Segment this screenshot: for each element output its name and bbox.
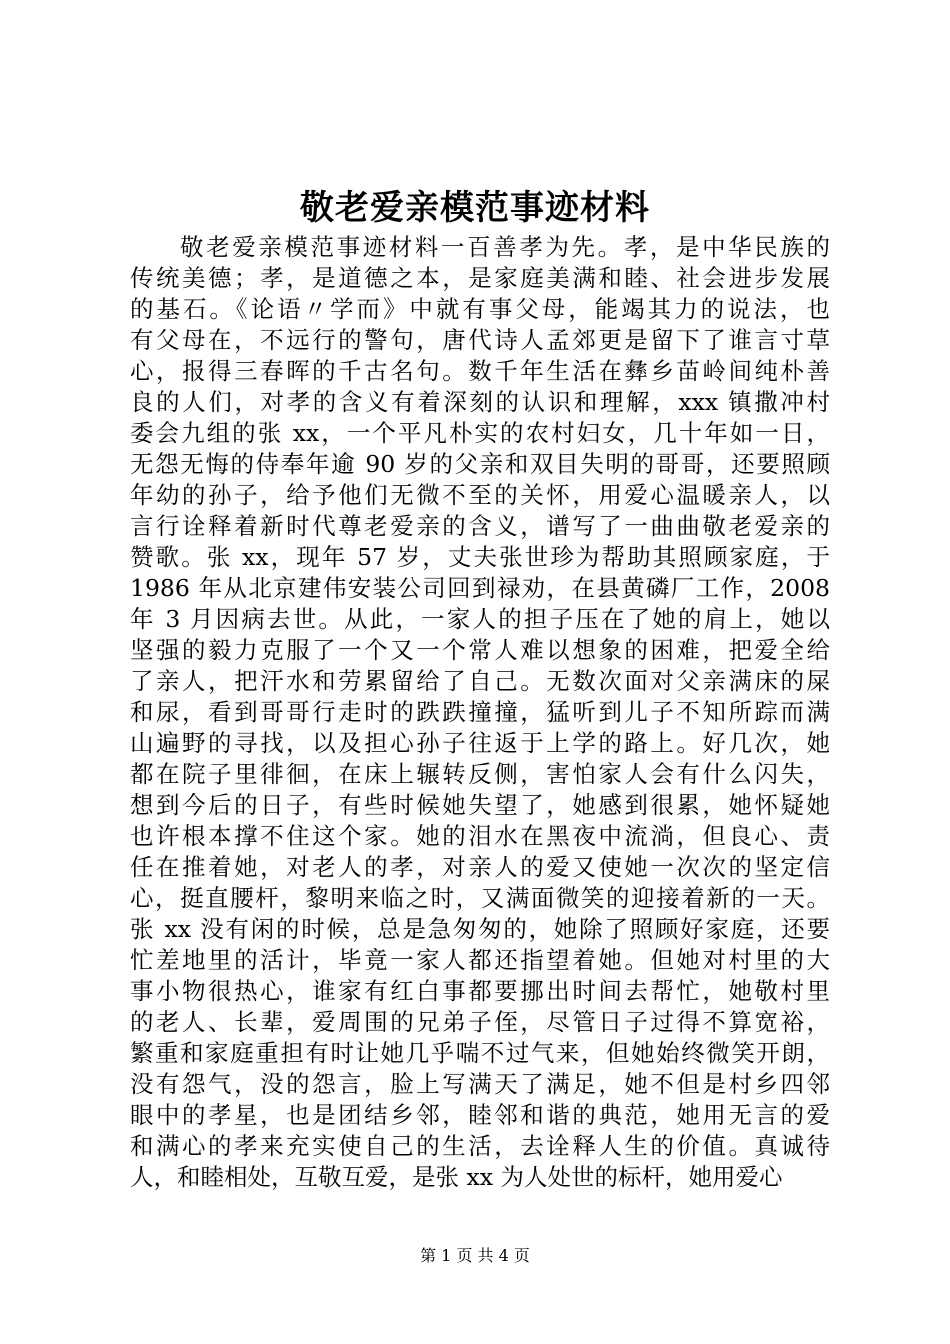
body-line: 无怨无悔的侍奉年逾 90 岁的父亲和双目失明的哥哥，还要照顾 [130,450,830,478]
body-line: 心，报得三春晖的千古名句。数千年生活在彝乡苗岭间纯朴善 [130,357,830,385]
body-line: 忙差地里的活计，毕竟一家人都还指望着她。但她对村里的大 [130,946,830,974]
body-line: 人，和睦相处，互敬互爱，是张 xx 为人处世的标杆，她用爱心 [130,1163,783,1191]
body-line: 年 3 月因病去世。从此，一家人的担子压在了她的肩上，她以 [130,605,830,633]
body-line: 委会九组的张 xx，一个平凡朴实的农村妇女，几十年如一日， [130,419,830,447]
body-line: 和满心的孝来充实使自己的生活，去诠释人生的价值。真诚待 [130,1132,830,1160]
body-line: 年幼的孙子，给予他们无微不至的关怀，用爱心温暖亲人，以 [130,481,830,509]
body-line: 事小物很热心，谁家有红白事都要挪出时间去帮忙，她敬村里 [130,977,830,1005]
body-line: 的基石。《论语〃学而》中就有事父母，能竭其力的说法，也 [130,295,830,323]
document-title: 敬老爱亲模范事迹材料 [300,188,650,228]
body-line: 和尿，看到哥哥行走时的跌跌撞撞，猛听到儿子不知所踪而满 [130,698,830,726]
body-line: 敬老爱亲模范事迹材料一百善孝为先。孝，是中华民族的 [180,233,830,261]
body-line: 赞歌。张 xx，现年 57 岁，丈夫张世珍为帮助其照顾家庭，于 [130,543,830,571]
body-line: 任在推着她，对老人的孝，对亲人的爱又使她一次次的坚定信 [130,853,830,881]
body-line: 没有怨气，没的怨言，脸上写满天了满足，她不但是村乡四邻 [130,1070,830,1098]
body-line: 想到今后的日子，有些时候她失望了，她感到很累，她怀疑她 [130,791,830,819]
body-line: 也许根本撑不住这个家。她的泪水在黑夜中流淌，但良心、责 [130,822,830,850]
body-line: 有父母在，不远行的警句，唐代诗人孟郊更是留下了谁言寸草 [130,326,830,354]
body-line: 言行诠释着新时代尊老爱亲的含义，谱写了一曲曲敬老爱亲的 [130,512,830,540]
body-line: 了亲人，把汗水和劳累留给了自己。无数次面对父亲满床的屎 [130,667,830,695]
body-line: 1986 年从北京建伟安装公司回到禄劝，在县黄磷厂工作，2008 [130,574,830,602]
body-line: 心，挺直腰杆，黎明来临之时，又满面微笑的迎接着新的一天。 [130,884,830,912]
body-line: 张 xx 没有闲的时候，总是急匆匆的，她除了照顾好家庭，还要 [130,915,830,943]
body-line: 传统美德；孝，是道德之本，是家庭美满和睦、社会进步发展 [130,264,830,292]
body-line: 都在院子里徘徊，在床上辗转反侧，害怕家人会有什么闪失， [130,760,830,788]
page-number: 第 1 页 共 4 页 [420,1246,530,1265]
body-line: 坚强的毅力克服了一个又一个常人难以想象的困难，把爱全给 [130,636,830,664]
document-body [130,232,830,1193]
body-line: 山遍野的寻找，以及担心孙子往返于上学的路上。好几次，她 [130,729,830,757]
body-line: 眼中的孝星，也是团结乡邻，睦邻和谐的典范，她用无言的爱 [130,1101,830,1129]
body-line: 良的人们，对孝的含义有着深刻的认识和理解，xxx 镇撒冲村 [130,388,830,416]
body-line: 的老人、长辈，爱周围的兄弟子侄，尽管日子过得不算宽裕， [130,1008,830,1036]
body-line: 繁重和家庭重担有时让她几乎喘不过气来，但她始终微笑开朗， [130,1039,830,1067]
